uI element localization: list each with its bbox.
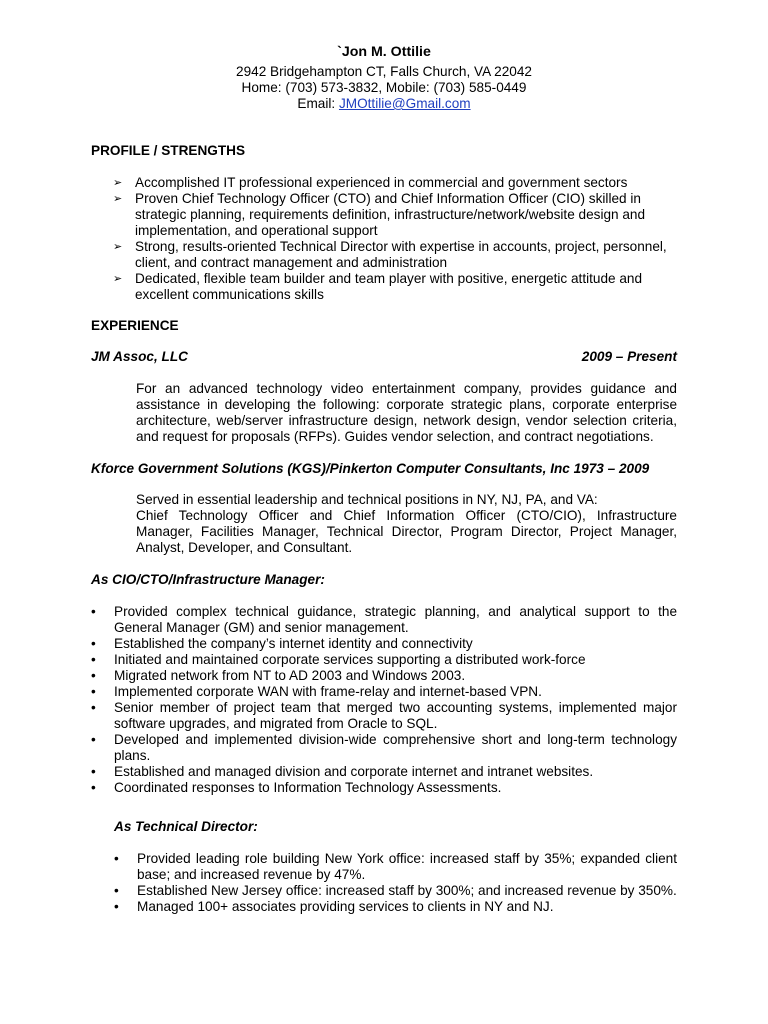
bullet-icon: • xyxy=(91,636,96,651)
cio-duties-list xyxy=(91,604,677,796)
profile-heading: PROFILE / STRENGTHS xyxy=(91,143,246,158)
list-item: • Provided complex technical guidance, strategic planning, and analytical support to the General Manager (GM) and senior management. xyxy=(91,604,677,635)
list-item: • Managed 100+ associates providing services to clients in NY and NJ. xyxy=(114,899,554,914)
profile-item: ➢ Accomplished IT professional experienced in commercial and government sectors xyxy=(113,175,628,190)
list-item: • Initiated and maintained corporate services supporting a distributed work-force xyxy=(91,652,586,667)
resume-header xyxy=(0,44,768,112)
list-item: • Established New Jersey office: increased staff by 300%; and increased revenue by 350%. xyxy=(114,883,677,898)
list-item: • Provided leading role building New York office: increased staff by 35%; expanded client base; and increased revenue by 47%. xyxy=(114,851,677,882)
profile-item: ➢ Dedicated, flexible team builder and team player with positive, energetic attitude and excellent communications skills xyxy=(113,271,643,302)
arrow-bullet-icon: ➢ xyxy=(113,193,123,205)
bullet-icon: • xyxy=(91,780,96,795)
email-link[interactable]: JMOttilie@Gmail.com xyxy=(338,96,471,111)
job-description-jm-assoc: For an advanced technology video entertainment company, provides guidance and assistance in developing the following: corporate strategic plans, corporate enterprise architecture, web/server infrastructure design, network design, vendor selection criteria, and request for proposals (RFPs). Guides vendor selection, and contract negotiations. xyxy=(136,381,677,444)
bullet-icon: • xyxy=(114,899,119,914)
list-item: • Coordinated responses to Information Technology Assessments. xyxy=(91,780,502,795)
profile-item: ➢ Proven Chief Technology Officer (CTO) and Chief Information Officer (CIO) skilled in strategic planning, requirements definition, infrastructure/network/website design and implementation, and operational support xyxy=(113,191,646,238)
job-title-kforce: Kforce Government Solutions (KGS)/Pinkerton Computer Consultants, Inc 1973 – 2009 xyxy=(91,461,650,476)
job-summary-kforce xyxy=(136,492,677,556)
bullet-icon: • xyxy=(114,883,119,898)
arrow-bullet-icon: ➢ xyxy=(113,273,123,285)
bullet-icon: • xyxy=(91,684,96,699)
candidate-name: `Jon M. Ottilie xyxy=(337,44,431,60)
experience-heading: EXPERIENCE xyxy=(91,318,179,333)
profile-list xyxy=(113,175,683,303)
bullet-icon: • xyxy=(91,604,96,619)
list-item: • Implemented corporate WAN with frame-relay and internet-based VPN. xyxy=(91,684,542,699)
address-line: 2942 Bridgehampton CT, Falls Church, VA 22042 xyxy=(236,64,532,79)
technical-director-duties-list xyxy=(114,851,677,915)
email-line xyxy=(0,96,768,112)
bullet-icon: • xyxy=(91,652,96,667)
profile-item: ➢ Strong, results-oriented Technical Director with expertise in accounts, project, personnel, client, and contract management and administration xyxy=(113,239,667,270)
role-title-technical-director: As Technical Director: xyxy=(114,819,258,834)
job-summary-line: Served in essential leadership and technical positions in NY, NJ, PA, and VA: xyxy=(136,492,598,507)
bullet-icon: • xyxy=(91,700,96,715)
bullet-icon: • xyxy=(91,732,96,747)
role-title-cio: As CIO/CTO/Infrastructure Manager: xyxy=(91,572,325,587)
email-label: Email: xyxy=(297,96,339,111)
job-dates-jm-assoc: 2009 – Present xyxy=(581,349,677,364)
list-item: • Established the company’s internet identity and connectivity xyxy=(91,636,473,651)
phone-line: Home: (703) 573-3832, Mobile: (703) 585-0449 xyxy=(241,80,527,95)
arrow-bullet-icon: ➢ xyxy=(113,177,123,189)
list-item: • Senior member of project team that merged two accounting systems, implemented major software upgrades, and migrated from Oracle to SQL. xyxy=(91,700,677,731)
list-item: • Developed and implemented division-wide comprehensive short and long-term technology plans. xyxy=(91,732,677,763)
bullet-icon: • xyxy=(91,764,96,779)
arrow-bullet-icon: ➢ xyxy=(113,241,123,253)
bullet-icon: • xyxy=(91,668,96,683)
list-item: • Migrated network from NT to AD 2003 and Windows 2003. xyxy=(91,668,466,683)
job-title-jm-assoc: JM Assoc, LLC xyxy=(91,349,188,364)
list-item: • Established and managed division and corporate internet and intranet websites. xyxy=(91,764,594,779)
job-summary-positions: Chief Technology Officer and Chief Information Officer (CTO/CIO), Infrastructure Manager, Facilities Manager, Technical Director, Program Director, Project Manager, Analyst, Developer, and Consultant. xyxy=(136,508,677,555)
bullet-icon: • xyxy=(114,851,119,866)
